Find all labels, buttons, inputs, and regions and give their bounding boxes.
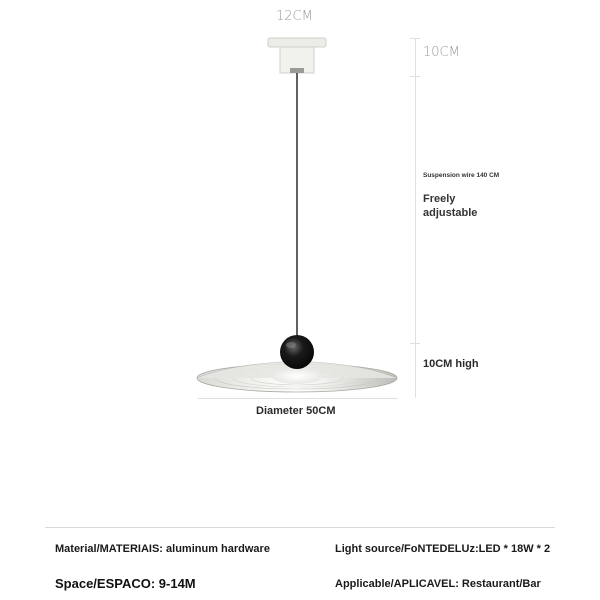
decorative-ball [280,335,314,369]
guide-tick-canopy [410,76,420,77]
canopy-plate [268,38,326,47]
canopy-height-label: 10CM [423,45,460,60]
light-source [271,368,323,384]
applicable-spec: Applicable/APLICAVEL: Restaurant/Bar [335,578,541,590]
pendant-lamp-illustration [190,30,410,410]
suspension-wire-note: Suspension wire 140 CM [423,172,500,179]
guide-tick-shade [410,343,420,344]
spec-divider [45,527,555,528]
material-spec: Material/MATERIAIS: aluminum hardware [55,543,270,555]
diameter-label: Diameter 50CM [256,405,336,417]
freely-adjustable-note: Freely adjustable [423,193,478,219]
diameter-guide-line [198,398,398,399]
top-width-label: 12CM [276,9,313,24]
space-spec: Space/ESPACO: 9-14M [55,576,196,591]
guide-tick-top [410,38,420,39]
shade-height-label: 10CM high [423,358,479,370]
height-guide-line [415,38,416,398]
light-source-spec: Light source/FoNTEDELUz:LED * 18W * 2 [335,543,551,555]
